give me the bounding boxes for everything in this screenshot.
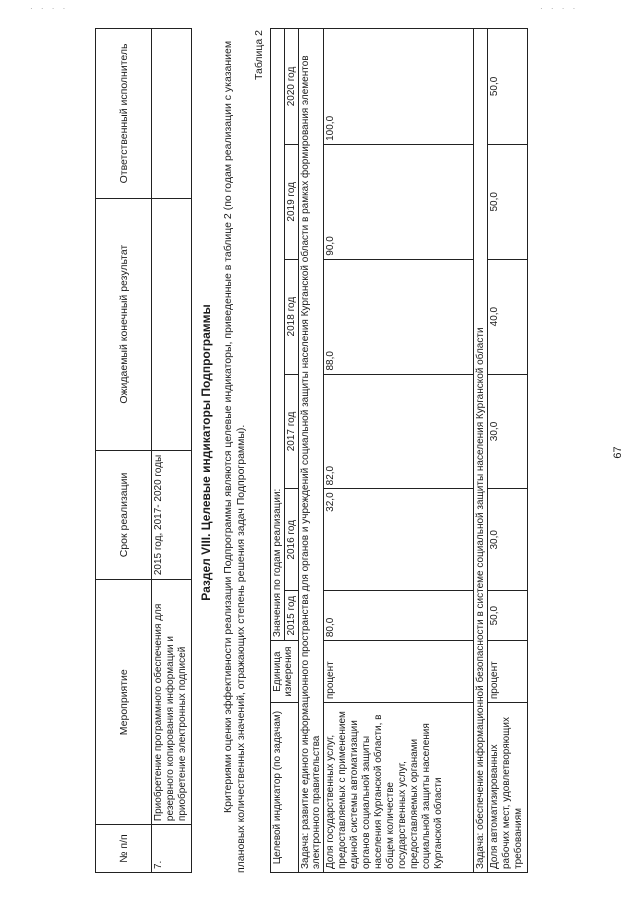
table-row [324, 29, 474, 873]
page-number: 67 [612, 446, 624, 459]
scan-artifact: · · · · [30, 4, 69, 13]
header-num: № п/п [96, 825, 152, 873]
header-values: Значения по годам реализации: [271, 29, 285, 641]
indicator-text: Доля государственных услуг, предоставляемых с применением единой системы автоматизации органов социальной защиты населения Курганской области, в общем количестве государственных услуг, предоставляемых органами социальной защиты населения Курганской области [324, 703, 474, 873]
header-executor: Ответственный исполнитель [96, 29, 152, 199]
task-row [299, 29, 324, 873]
section-paragraph: Критериями оценки эффективности реализации Подпрограммы являются целевые индикаторы, приведенные в таблице 2 (по годам реализации с указанием плановых количественных значений, отражающих степень решения задач Подпрограммы). [222, 40, 247, 873]
indicator-text: Доля автоматизированных рабочих мест, удовлетворяющих требованиям [488, 703, 528, 873]
header-unit: Единица измерения [271, 641, 299, 703]
value-2015: 80,0 [324, 591, 474, 641]
row-num: 7. [152, 825, 192, 873]
value-2019: 50,0 [488, 144, 528, 259]
header-period: Срок реализации [96, 450, 152, 580]
scan-artifact: · · · · [540, 4, 579, 13]
section-title: Раздел VIII. Целевые индикаторы Подпрограммы [199, 304, 213, 601]
year-2015: 2015 год [285, 591, 299, 641]
year-2019: 2019 год [285, 144, 299, 259]
value-2020: 100,0 [324, 29, 474, 145]
value-2018: 40,0 [488, 259, 528, 374]
value-2016: 32,0 [324, 489, 474, 591]
value-2015: 50,0 [488, 591, 528, 641]
year-2020: 2020 год [285, 29, 299, 145]
header-result: Ожидаемый конечный результат [96, 198, 152, 450]
value-2020: 50,0 [488, 29, 528, 145]
unit: процент [488, 641, 528, 703]
table-row [152, 29, 192, 873]
indicators-table [270, 28, 528, 873]
value-2019: 90,0 [324, 144, 474, 259]
year-2018: 2018 год [285, 259, 299, 374]
table-label: Таблица 2 [253, 30, 265, 80]
row-result [152, 198, 192, 450]
year-2016: 2016 год [285, 489, 299, 591]
value-2017: 82,0 [324, 374, 474, 489]
value-2018: 88,0 [324, 259, 474, 374]
row-executor [152, 29, 192, 199]
value-2016: 30,0 [488, 489, 528, 591]
task-1: Задача: развитие единого информационного пространства для органов и учреждений социальной защиты населения Курганской области в рамках формирования элементов электронного правительства [299, 29, 324, 873]
row-measure: Приобретение программного обеспечения для резервного копирования информации и приобретение электронных подписей [152, 580, 192, 825]
header-row [271, 29, 285, 873]
header-measure: Мероприятие [96, 580, 152, 825]
table-header-row [96, 29, 152, 873]
task-2: Задача: обеспечение информационной безопасности в системе социальной защиты населения Курганской области [474, 29, 488, 873]
task-row [474, 29, 488, 873]
measures-table [95, 28, 192, 873]
header-indicator: Целевой индикатор (по задачам) [271, 703, 299, 873]
value-2017: 30,0 [488, 374, 528, 489]
year-2017: 2017 год [285, 374, 299, 489]
unit: процент [324, 641, 474, 703]
table-row [488, 29, 528, 873]
row-period: 2015 год, 2017- 2020 годы [152, 450, 192, 580]
